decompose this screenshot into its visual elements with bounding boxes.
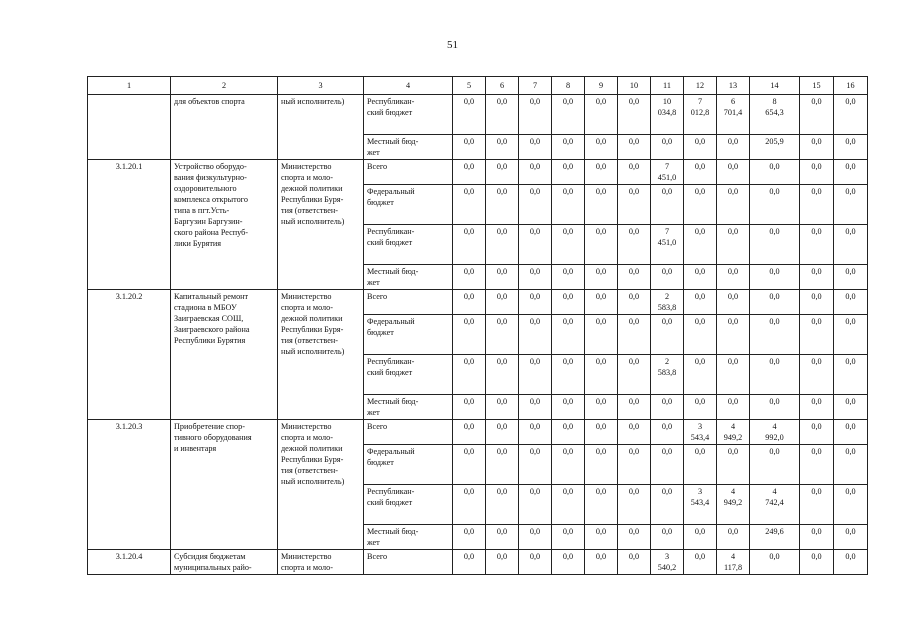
item-name: Приобретение спор- тивного оборудования и инвентаря (171, 420, 278, 550)
amount-cell: 0,0 (834, 420, 868, 445)
amount-cell: 0,0 (486, 445, 519, 485)
amount-cell: 0,0 (453, 315, 486, 355)
table-row (88, 290, 868, 315)
amount-cell: 0,0 (750, 160, 800, 185)
amount-cell: 0,0 (519, 95, 552, 135)
amount-cell: 0,0 (834, 290, 868, 315)
column-number: 7 (519, 77, 552, 95)
item-code: 3.1.20.3 (88, 420, 171, 550)
amount-cell: 4 117,8 (717, 550, 750, 575)
funding-source: Местный бюд- жет (364, 265, 453, 290)
amount-cell: 6 701,4 (717, 95, 750, 135)
amount-cell: 0,0 (618, 160, 651, 185)
amount-cell: 0,0 (651, 265, 684, 290)
amount-cell: 0,0 (486, 225, 519, 265)
amount-cell: 0,0 (486, 355, 519, 395)
item-code: 3.1.20.2 (88, 290, 171, 420)
amount-cell: 0,0 (750, 225, 800, 265)
amount-cell: 7 451,0 (651, 160, 684, 185)
amount-cell: 0,0 (618, 315, 651, 355)
table-row (88, 550, 868, 575)
amount-cell: 0,0 (519, 485, 552, 525)
amount-cell: 0,0 (800, 550, 834, 575)
amount-cell: 0,0 (486, 525, 519, 550)
amount-cell: 0,0 (519, 525, 552, 550)
amount-cell: 0,0 (519, 290, 552, 315)
amount-cell: 0,0 (486, 95, 519, 135)
amount-cell: 0,0 (750, 355, 800, 395)
column-number: 3 (278, 77, 364, 95)
amount-cell: 0,0 (552, 185, 585, 225)
amount-cell: 0,0 (585, 95, 618, 135)
amount-cell: 0,0 (651, 395, 684, 420)
amount-cell: 0,0 (800, 135, 834, 160)
column-number: 9 (585, 77, 618, 95)
amount-cell: 0,0 (618, 420, 651, 445)
amount-cell: 0,0 (618, 445, 651, 485)
table-row (88, 160, 868, 185)
amount-cell: 0,0 (717, 445, 750, 485)
amount-cell: 0,0 (684, 185, 717, 225)
amount-cell: 0,0 (684, 315, 717, 355)
amount-cell: 0,0 (834, 225, 868, 265)
item-name: Устройство оборудо- вания физкультурно- оздоровительного комплекса открытого типа в пгт.Усть- Баргузин Баргузин- ского района Респуб- лики Бурятия (171, 160, 278, 290)
amount-cell: 0,0 (486, 265, 519, 290)
amount-cell: 0,0 (585, 185, 618, 225)
table-row (88, 420, 868, 445)
amount-cell: 0,0 (585, 355, 618, 395)
amount-cell: 0,0 (552, 420, 585, 445)
amount-cell: 0,0 (717, 355, 750, 395)
item-code: 3.1.20.1 (88, 160, 171, 290)
amount-cell: 0,0 (800, 225, 834, 265)
amount-cell: 0,0 (618, 225, 651, 265)
amount-cell: 0,0 (618, 550, 651, 575)
amount-cell: 0,0 (552, 525, 585, 550)
amount-cell: 0,0 (618, 135, 651, 160)
funding-source: Местный бюд- жет (364, 135, 453, 160)
amount-cell: 0,0 (585, 225, 618, 265)
funding-source: Федеральный бюджет (364, 185, 453, 225)
column-number: 6 (486, 77, 519, 95)
item-executor: ный исполнитель) (278, 95, 364, 160)
amount-cell: 0,0 (750, 265, 800, 290)
amount-cell: 0,0 (519, 225, 552, 265)
amount-cell: 0,0 (618, 525, 651, 550)
amount-cell: 249,6 (750, 525, 800, 550)
amount-cell: 0,0 (552, 290, 585, 315)
amount-cell: 0,0 (519, 265, 552, 290)
amount-cell: 0,0 (750, 290, 800, 315)
amount-cell: 4 949,2 (717, 420, 750, 445)
amount-cell: 0,0 (717, 225, 750, 265)
amount-cell: 4 949,2 (717, 485, 750, 525)
column-number: 5 (453, 77, 486, 95)
amount-cell: 0,0 (651, 485, 684, 525)
column-number: 15 (800, 77, 834, 95)
amount-cell: 0,0 (552, 95, 585, 135)
amount-cell: 0,0 (618, 485, 651, 525)
amount-cell: 0,0 (684, 160, 717, 185)
amount-cell: 0,0 (519, 395, 552, 420)
amount-cell: 0,0 (453, 355, 486, 395)
amount-cell: 0,0 (618, 395, 651, 420)
amount-cell: 0,0 (519, 160, 552, 185)
amount-cell: 0,0 (519, 355, 552, 395)
amount-cell: 0,0 (651, 445, 684, 485)
amount-cell: 0,0 (834, 95, 868, 135)
column-number: 1 (88, 77, 171, 95)
column-number: 10 (618, 77, 651, 95)
amount-cell: 0,0 (834, 160, 868, 185)
item-executor: Министерство спорта и моло- дежной политики Республики Буря- тия (ответствен- ный исполнитель) (278, 160, 364, 290)
table-row (88, 95, 868, 135)
amount-cell: 0,0 (717, 290, 750, 315)
amount-cell: 0,0 (717, 525, 750, 550)
amount-cell: 0,0 (684, 550, 717, 575)
amount-cell: 0,0 (552, 445, 585, 485)
amount-cell: 0,0 (651, 185, 684, 225)
amount-cell: 0,0 (453, 290, 486, 315)
amount-cell: 0,0 (453, 225, 486, 265)
item-executor: Министерство спорта и моло- дежной политики Республики Буря- тия (ответствен- ный исполнитель) (278, 290, 364, 420)
amount-cell: 0,0 (453, 485, 486, 525)
amount-cell: 0,0 (800, 160, 834, 185)
amount-cell: 0,0 (800, 420, 834, 445)
amount-cell: 0,0 (519, 185, 552, 225)
amount-cell: 0,0 (800, 485, 834, 525)
amount-cell: 0,0 (486, 420, 519, 445)
amount-cell: 0,0 (684, 265, 717, 290)
column-number: 12 (684, 77, 717, 95)
amount-cell: 0,0 (519, 420, 552, 445)
funding-source: Республикан- ский бюджет (364, 485, 453, 525)
amount-cell: 0,0 (453, 185, 486, 225)
column-number: 14 (750, 77, 800, 95)
amount-cell: 0,0 (651, 315, 684, 355)
amount-cell: 3 543,4 (684, 420, 717, 445)
amount-cell: 0,0 (453, 160, 486, 185)
column-number: 16 (834, 77, 868, 95)
amount-cell: 0,0 (552, 160, 585, 185)
amount-cell: 0,0 (486, 135, 519, 160)
amount-cell: 0,0 (717, 265, 750, 290)
funding-source: Всего (364, 420, 453, 445)
amount-cell: 7 451,0 (651, 225, 684, 265)
amount-cell: 0,0 (800, 265, 834, 290)
amount-cell: 0,0 (552, 395, 585, 420)
amount-cell: 0,0 (750, 550, 800, 575)
amount-cell: 4 742,4 (750, 485, 800, 525)
amount-cell: 0,0 (717, 135, 750, 160)
item-name: Субсидия бюджетам муниципальных райо- (171, 550, 278, 575)
amount-cell: 0,0 (519, 135, 552, 160)
amount-cell: 0,0 (834, 550, 868, 575)
amount-cell: 0,0 (552, 485, 585, 525)
amount-cell: 0,0 (486, 485, 519, 525)
amount-cell: 0,0 (552, 550, 585, 575)
amount-cell: 0,0 (834, 315, 868, 355)
amount-cell: 0,0 (486, 290, 519, 315)
amount-cell: 0,0 (618, 355, 651, 395)
amount-cell: 0,0 (684, 290, 717, 315)
amount-cell: 0,0 (684, 135, 717, 160)
column-number-row (88, 77, 868, 95)
amount-cell: 0,0 (585, 525, 618, 550)
amount-cell: 0,0 (453, 265, 486, 290)
amount-cell: 0,0 (519, 550, 552, 575)
item-code: 3.1.20.4 (88, 550, 171, 575)
amount-cell: 0,0 (486, 550, 519, 575)
amount-cell: 0,0 (717, 185, 750, 225)
column-number: 13 (717, 77, 750, 95)
funding-source: Всего (364, 290, 453, 315)
column-number: 8 (552, 77, 585, 95)
funding-source: Федеральный бюджет (364, 315, 453, 355)
amount-cell: 0,0 (585, 550, 618, 575)
amount-cell: 0,0 (684, 445, 717, 485)
amount-cell: 0,0 (486, 315, 519, 355)
amount-cell: 0,0 (552, 315, 585, 355)
amount-cell: 0,0 (800, 185, 834, 225)
amount-cell: 0,0 (585, 445, 618, 485)
amount-cell: 0,0 (651, 420, 684, 445)
amount-cell: 0,0 (519, 445, 552, 485)
amount-cell: 8 654,3 (750, 95, 800, 135)
amount-cell: 0,0 (453, 395, 486, 420)
funding-source: Всего (364, 550, 453, 575)
amount-cell: 0,0 (834, 525, 868, 550)
amount-cell: 0,0 (618, 290, 651, 315)
amount-cell: 0,0 (585, 135, 618, 160)
amount-cell: 0,0 (618, 265, 651, 290)
amount-cell: 7 012,8 (684, 95, 717, 135)
amount-cell: 0,0 (834, 485, 868, 525)
amount-cell: 0,0 (651, 135, 684, 160)
budget-table (87, 76, 868, 575)
amount-cell: 2 583,8 (651, 355, 684, 395)
funding-source: Республикан- ский бюджет (364, 225, 453, 265)
amount-cell: 0,0 (684, 395, 717, 420)
amount-cell: 0,0 (717, 395, 750, 420)
amount-cell: 0,0 (684, 525, 717, 550)
amount-cell: 0,0 (585, 395, 618, 420)
amount-cell: 0,0 (834, 395, 868, 420)
item-code (88, 95, 171, 160)
amount-cell: 0,0 (486, 185, 519, 225)
amount-cell: 0,0 (585, 315, 618, 355)
amount-cell: 0,0 (800, 290, 834, 315)
amount-cell: 0,0 (585, 160, 618, 185)
column-number: 11 (651, 77, 684, 95)
amount-cell: 2 583,8 (651, 290, 684, 315)
amount-cell: 0,0 (800, 525, 834, 550)
funding-source: Всего (364, 160, 453, 185)
amount-cell: 0,0 (684, 355, 717, 395)
amount-cell: 0,0 (800, 395, 834, 420)
page-number: 51 (447, 39, 458, 51)
amount-cell: 0,0 (585, 290, 618, 315)
amount-cell: 0,0 (453, 525, 486, 550)
funding-source: Республикан- ский бюджет (364, 95, 453, 135)
amount-cell: 4 992,0 (750, 420, 800, 445)
amount-cell: 0,0 (552, 355, 585, 395)
amount-cell: 0,0 (834, 185, 868, 225)
amount-cell: 0,0 (684, 225, 717, 265)
amount-cell: 0,0 (453, 445, 486, 485)
amount-cell: 10 034,8 (651, 95, 684, 135)
amount-cell: 0,0 (585, 265, 618, 290)
item-executor: Министерство спорта и моло- дежной политики Республики Буря- тия (ответствен- ный исполнитель) (278, 420, 364, 550)
amount-cell: 0,0 (552, 225, 585, 265)
amount-cell: 0,0 (834, 135, 868, 160)
amount-cell: 0,0 (585, 485, 618, 525)
amount-cell: 0,0 (750, 395, 800, 420)
amount-cell: 0,0 (750, 315, 800, 355)
amount-cell: 0,0 (618, 95, 651, 135)
amount-cell: 3 543,4 (684, 485, 717, 525)
amount-cell: 0,0 (651, 525, 684, 550)
amount-cell: 0,0 (800, 445, 834, 485)
amount-cell: 0,0 (519, 315, 552, 355)
amount-cell: 0,0 (800, 315, 834, 355)
amount-cell: 0,0 (800, 95, 834, 135)
amount-cell: 0,0 (834, 355, 868, 395)
funding-source: Местный бюд- жет (364, 525, 453, 550)
amount-cell: 0,0 (618, 185, 651, 225)
amount-cell: 0,0 (486, 395, 519, 420)
amount-cell: 0,0 (750, 185, 800, 225)
amount-cell: 0,0 (717, 315, 750, 355)
column-number: 4 (364, 77, 453, 95)
amount-cell: 0,0 (717, 160, 750, 185)
amount-cell: 3 540,2 (651, 550, 684, 575)
amount-cell: 0,0 (552, 265, 585, 290)
amount-cell: 0,0 (453, 550, 486, 575)
item-name: Капитальный ремонт стадиона в МБОУ Заиграевская СОШ, Заиграевского района Республики Бурятия (171, 290, 278, 420)
funding-source: Республикан- ский бюджет (364, 355, 453, 395)
amount-cell: 0,0 (834, 265, 868, 290)
amount-cell: 0,0 (834, 445, 868, 485)
item-name: для объектов спорта (171, 95, 278, 160)
amount-cell: 0,0 (750, 445, 800, 485)
funding-source: Местный бюд- жет (364, 395, 453, 420)
amount-cell: 0,0 (453, 95, 486, 135)
amount-cell: 0,0 (486, 160, 519, 185)
amount-cell: 0,0 (552, 135, 585, 160)
amount-cell: 0,0 (453, 420, 486, 445)
amount-cell: 0,0 (453, 135, 486, 160)
item-executor: Министерство спорта и моло- (278, 550, 364, 575)
amount-cell: 0,0 (585, 420, 618, 445)
amount-cell: 205,9 (750, 135, 800, 160)
funding-source: Федеральный бюджет (364, 445, 453, 485)
amount-cell: 0,0 (800, 355, 834, 395)
column-number: 2 (171, 77, 278, 95)
